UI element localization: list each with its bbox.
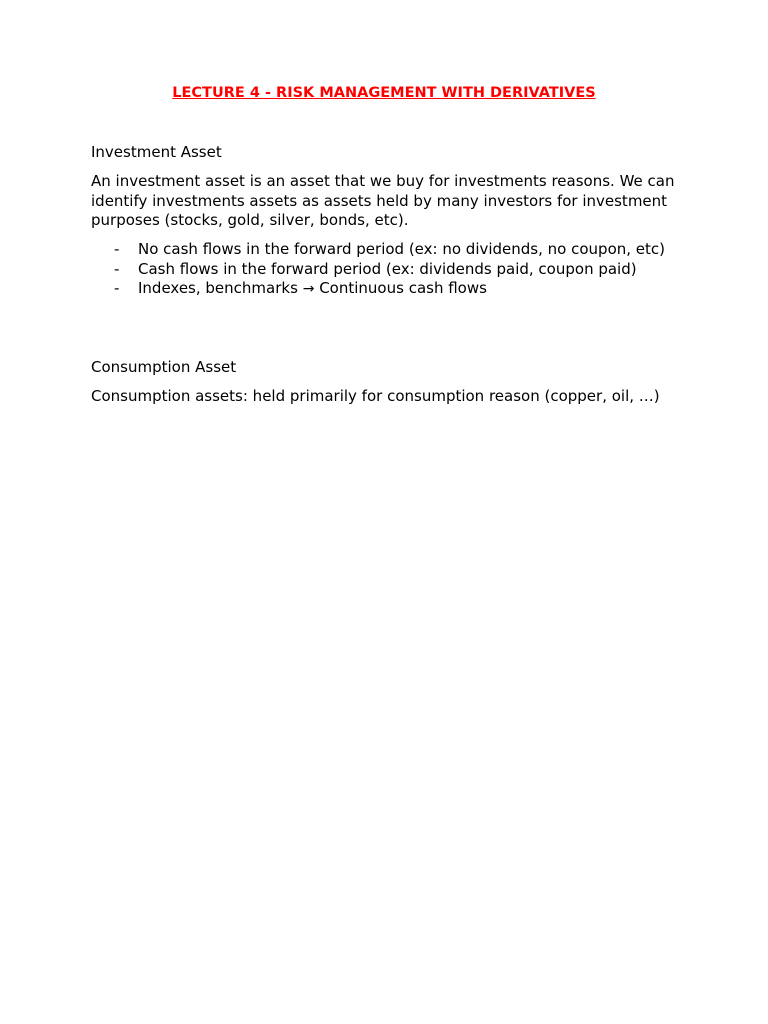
list-item-text: Cash flows in the forward period (ex: dividends paid, coupon paid) (138, 259, 637, 278)
document-title: LECTURE 4 - RISK MANAGEMENT WITH DERIVATIVES (172, 85, 596, 101)
list-item-text-before-arrow: Indexes, benchmarks (138, 279, 298, 297)
right-arrow-icon: → (302, 281, 315, 297)
investment-asset-bullet-list (91, 240, 681, 300)
bullet-dash: - (114, 279, 120, 297)
list-item-text-after-arrow: Continuous cash flows (319, 279, 487, 297)
list-item (91, 279, 681, 300)
list-item (91, 260, 681, 280)
paragraph-consumption-asset: Consumption assets: held primarily for consumption reason (copper, oil, …) (91, 387, 660, 405)
list-item (91, 240, 681, 260)
paragraph-investment-asset: An investment asset is an asset that we buy for investments reasons. We can identify investments assets as assets held by many investors for investment purposes (stocks, gold, silver, bonds, etc). (91, 172, 675, 229)
section-heading-consumption-asset: Consumption Asset (91, 358, 237, 376)
bullet-dash: - (114, 240, 120, 258)
bullet-dash: - (114, 259, 120, 278)
section-heading-investment-asset: Investment Asset (91, 143, 222, 161)
list-item-text: No cash flows in the forward period (ex: no dividends, no coupon, etc) (138, 240, 665, 258)
